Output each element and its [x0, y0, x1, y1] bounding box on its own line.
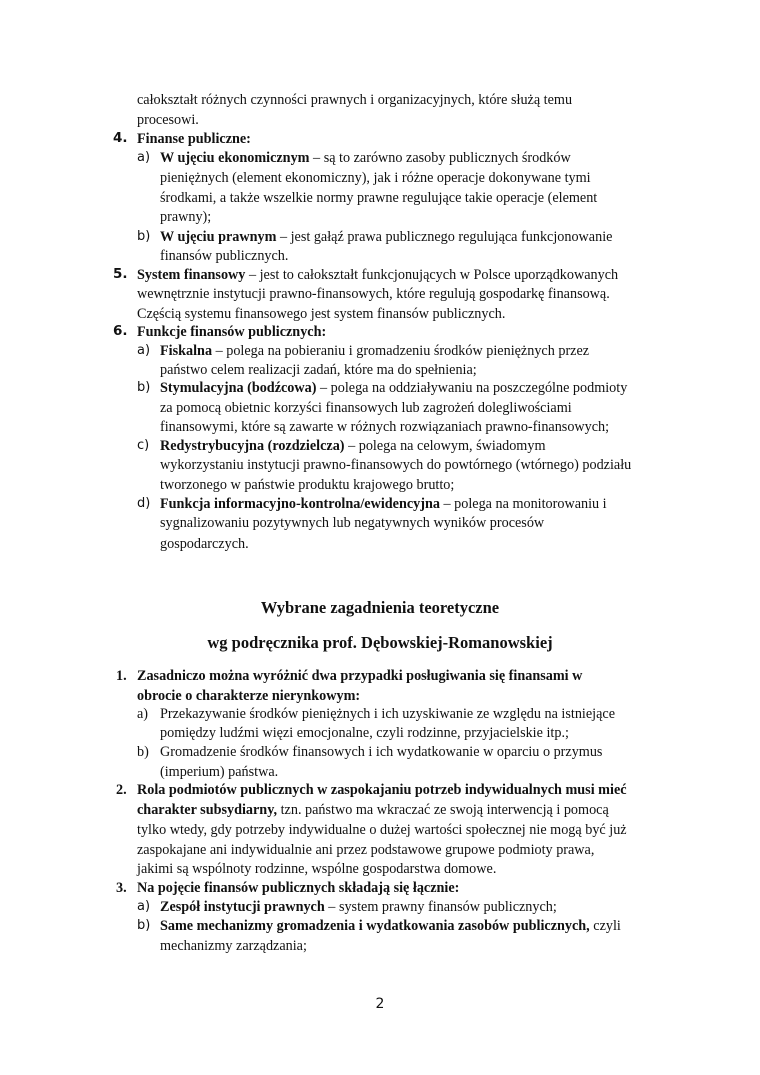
definition: – są to zarówno zasoby publicznych środków	[309, 150, 571, 166]
paragraph-line: pieniężnych (element ekonomiczny), jak i różne operacje dokonywane tymi	[160, 170, 591, 186]
paragraph-line: mechanizmy zarządzania;	[160, 938, 307, 954]
definition: czyli	[589, 918, 621, 934]
term: Zespół instytucji prawnych	[160, 899, 325, 915]
paragraph-line: Przekazywanie środków pieniężnych i ich uzyskiwanie ze względu na istniejące	[160, 706, 616, 722]
list-number: 4.	[113, 130, 128, 146]
paragraph-line: (imperium) państwa.	[160, 764, 279, 780]
list-letter: b)	[137, 229, 151, 244]
paragraph-line: sygnalizowaniu pozytywnych lub negatywnych wyników procesów	[160, 515, 545, 531]
paragraph-line: prawny);	[160, 209, 212, 225]
definition: – polega na monitorowaniu i	[439, 496, 607, 512]
list-letter: c)	[137, 438, 150, 453]
list-item	[160, 494, 607, 514]
definition: – jest to całokształt funkcjonujących w Polsce uporządkowanych	[245, 267, 619, 283]
section-title: Finanse publiczne:	[137, 131, 251, 147]
paragraph-line: państwo celem realizacji zadań, które ma do spełnienia;	[160, 362, 477, 378]
list-item	[160, 378, 627, 398]
section-heading: Wybrane zagadnienia teoretyczne	[260, 598, 500, 617]
paragraph-line: pomiędzy ludźmi więzi emocjonalne, czyli rodzinne, przyjacielskie itp.;	[160, 725, 569, 741]
term: System finansowy	[137, 267, 246, 283]
paragraph-line: za pomocą obietnic korzyści finansowych lub zagrożeń dolegliwościami	[160, 400, 572, 416]
definition: – polega na celowym, świadomym	[344, 438, 546, 454]
section-title: Na pojęcie finansów publicznych składają się łącznie:	[137, 880, 460, 896]
list-item	[137, 265, 618, 285]
list-item	[160, 916, 621, 936]
definition: – polega na oddziaływaniu na poszczególne podmioty	[316, 380, 628, 396]
list-letter: b)	[137, 744, 149, 760]
paragraph-line: finansów publicznych.	[160, 248, 289, 264]
term: charakter subsydiarny,	[137, 802, 278, 818]
list-number: 1.	[116, 668, 127, 684]
paragraph-line: zaspokajane ani indywidualnie ani przez podstawowe grupowe podmioty prawa,	[137, 842, 595, 858]
term: Stymulacyjna (bodźcowa)	[160, 380, 317, 396]
paragraph-line: wewnętrznie instytucji prawno-finansowych, które regulują gospodarkę finansową.	[137, 286, 610, 302]
list-letter: b)	[137, 918, 151, 933]
definition: – jest gałąź prawa publicznego regulująca funkcjonowanie	[276, 229, 613, 245]
paragraph-line: jakimi są wspólnoty rodzinne, wspólne gospodarstwa domowe.	[137, 861, 497, 877]
list-number: 2.	[116, 782, 127, 798]
paragraph-line: całokształt różnych czynności prawnych i organizacyjnych, które służą temu	[137, 92, 573, 108]
list-item	[160, 897, 557, 917]
paragraph-line: Gromadzenie środków finansowych i ich wydatkowanie w oparciu o przymus	[160, 744, 603, 760]
term: W ujęciu prawnym	[160, 229, 277, 245]
paragraph-line: procesowi.	[137, 112, 199, 128]
list-letter: a)	[137, 899, 151, 914]
paragraph-line: wykorzystaniu instytucji prawno-finansowych do powtórnego (wtórnego) podziału	[160, 457, 632, 473]
list-item	[160, 436, 545, 456]
page-number: 2	[375, 996, 385, 1012]
paragraph-line: środkami, a także wszelkie normy prawne regulujące takie operacje (element	[160, 190, 598, 206]
term: W ujęciu ekonomicznym	[160, 150, 310, 166]
list-letter: b)	[137, 380, 151, 395]
paragraph-line: gospodarczych.	[160, 536, 249, 552]
list-number: 3.	[116, 880, 127, 896]
paragraph-line: Zasadniczo można wyróżnić dwa przypadki posługiwania się finansami w	[137, 668, 583, 684]
section-title: Funkcje finansów publicznych:	[137, 324, 327, 340]
list-number: 5.	[113, 266, 128, 282]
definition: – polega na pobieraniu i gromadzeniu środków pieniężnych przez	[212, 343, 590, 359]
list-letter: d)	[137, 496, 151, 511]
paragraph-line: obrocie o charakterze nierynkowym:	[137, 688, 361, 704]
list-number: 6.	[113, 323, 128, 339]
paragraph-line: Rola podmiotów publicznych w zaspokajaniu potrzeb indywidualnych musi mieć	[137, 782, 627, 798]
paragraph-line: tworzonego w państwie produktu krajowego brutto;	[160, 477, 455, 493]
paragraph-line: finansowymi, które są zawarte w różnych rozwiązaniach prawno-finansowych;	[160, 419, 610, 435]
paragraph-line	[137, 800, 609, 820]
definition: – system prawny finansów publicznych;	[324, 899, 557, 915]
definition: tzn. państwo ma wkraczać ze swoją interwencją i pomocą	[277, 802, 609, 818]
paragraph-line: tylko wtedy, gdy potrzeby indywidualne o dużej wartości społecznej nie mogą być już	[137, 822, 627, 838]
paragraph-line: Częścią systemu finansowego jest system finansów publicznych.	[137, 306, 506, 322]
section-subheading: wg podręcznika prof. Dębowskiej-Romanowskiej	[207, 633, 553, 652]
list-item	[160, 148, 571, 168]
term: Redystrybucyjna (rozdzielcza)	[160, 438, 345, 454]
list-item	[160, 341, 589, 361]
term: Fiskalna	[160, 343, 213, 359]
list-item	[160, 227, 612, 247]
list-letter: a)	[137, 150, 151, 165]
term: Funkcja informacyjno-kontrolna/ewidencyjna	[160, 496, 440, 512]
list-letter: a)	[137, 706, 149, 722]
list-letter: a)	[137, 343, 151, 358]
term: Same mechanizmy gromadzenia i wydatkowania zasobów publicznych,	[160, 918, 590, 934]
